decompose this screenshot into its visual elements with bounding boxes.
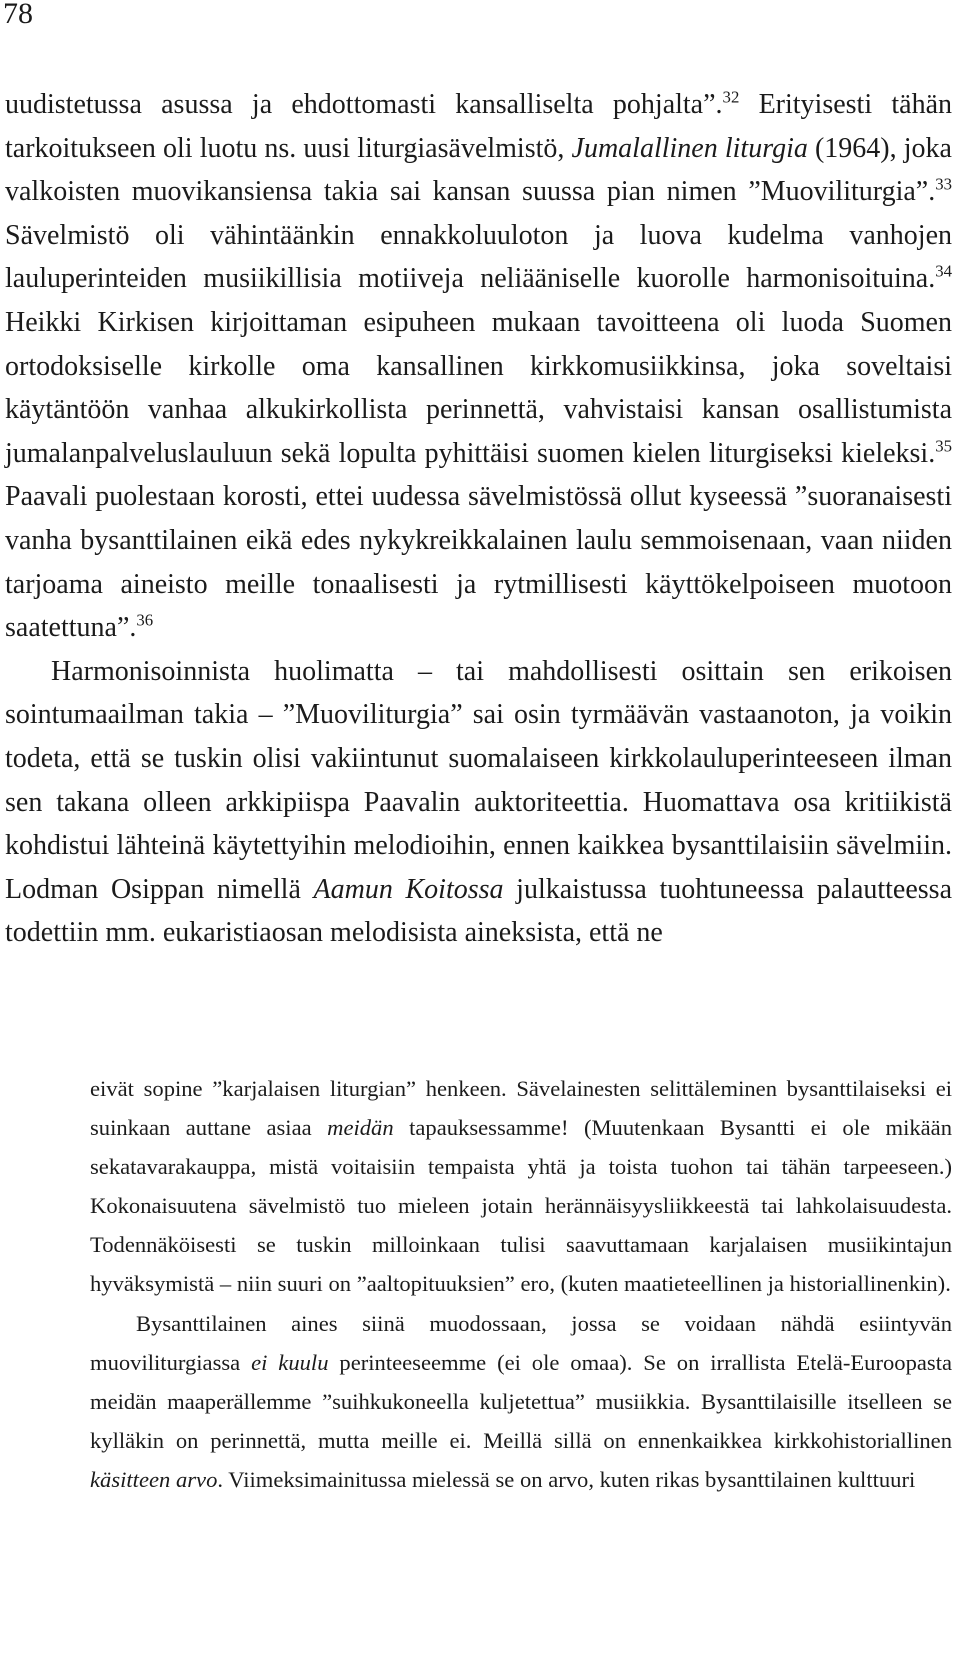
- footnote-ref-33: 33: [935, 174, 952, 194]
- footnote-ref-36: 36: [136, 610, 154, 630]
- work-title: Jumalallinen liturgia: [571, 132, 808, 164]
- page-number: 78: [3, 0, 33, 30]
- body-paragraph-1: uudistetussa asussa ja ehdottomasti kansalliselta pohjalta”.$^{32}$ Erityisesti tähän tarkoitukseen oli luotu ns. uusi liturgiasävelmistö, Jumalallinen liturgia (1964), joka valkoisten muovikansiensa takia sai kansan suussa pian nimen ”Muoviliturgia”.$^{33}$ Sävelmistö oli vähintäänkin ennakkoluuloton ja luova kudelma vanhojen lauluperinteiden musiikillisia motiiveja neliääniselle kuorolle harmonisoituina.$^{34}$ Heikki Kirkisen kirjoittaman esipuheen mukaan tavoitteena oli luoda Suomen ortodoksiselle kirkolle oma kansallinen kirkkomusiikkinsa, joka soveltaisi käytäntöön vanhaa alkukirkollista perinnettä, vahvistaisi kansan osallistumista jumalanpalveluslauluun sekä lopulta pyhittäisi suomen kielen liturgiseksi kieleksi.$^{35}$ Paavali puolestaan korosti, ettei uudessa sävelmistössä ollut kyseessä ”suoranaisesti vanha bysanttilainen eikä edes nykykreikkalainen laulu semmoisenaan, vaan niiden tarjoama aineisto meille tonaalisesti ja rytmillisesti käyttökelpoiseen muotoon saatettuna”.$^{36}$: [5, 87, 952, 644]
- quote-paragraph-2: Bysanttilainen aines siinä muodossaan, jossa se voidaan nähdä esiintyvän muoviliturgiassa ei kuulu perinteeseemme (ei ole omaa). Se on irrallista Etelä-Euroopasta meidän maaperällemme ”suihkukoneella kuljetettua” musiikkia. Bysanttilaisille itselleen se kylläkin on perinnettä, mutta meille ei. Meillä sillä on ennenkaikkea kirkkohistoriallinen käsitteen arvo. Viimeksimainitussa mielessä se on arvo, kuten rikas bysanttilainen kulttuuri: [90, 1310, 953, 1492]
- footnote-ref-35: 35: [935, 436, 952, 456]
- block-quote: [90, 1069, 952, 1499]
- quote-emphasis: käsitteen arvo: [90, 1466, 218, 1492]
- quote-paragraph-1: eivät sopine ”karjalaisen liturgian” henkeen. Sävelainesten selittäleminen bysanttilaiseksi ei suinkaan auttane asiaa meidän tapauksessamme! (Muutenkaan Bysantti ei ole mikään sekatavarakauppa, mistä voitaisiin tempaista yhtä ja toista tuohon tai tähän tarpeeseen.) Kokonaisuutena sävelmistö tuo mieleen jotain herännäisyysliikkeestä tai lahkolaisuudesta. Todennäköisesti se tuskin milloinkaan tulisi saavuttamaan karjalaisen musiikintajun hyväksymistä – niin suuri on ”aaltopituuksien” ero, (kuten maatieteellinen ja historiallinenkin).: [90, 1076, 953, 1297]
- footnote-ref-32: 32: [722, 87, 740, 107]
- body-paragraph-2: Harmonisoinnista huolimatta – tai mahdollisesti osittain sen erikoisen sointumaailman takia – ”Muoviliturgia” sai osin tyrmäävän vastaanoton, ja voikin todeta, että se tuskin olisi vakiintunut suomalaiseen kirkkolauluperinteeseen ilman sen takana olleen arkkipiispa Paavalin auktoriteettia. Huomattava osa kritiikistä kohdistui lähteinä käytettyihin melodioihin, ennen kaikkea bysanttilaisiin sävelmiin. Lodman Osippan nimellä Aamun Koitossa julkaistussa tuohtuneessa palautteessa todettiin mm. eukaristiaosan melodisista aineksista, että ne: [5, 655, 953, 949]
- main-text: [5, 83, 952, 955]
- quote-emphasis: meidän: [327, 1115, 394, 1141]
- quote-emphasis: ei kuulu: [251, 1349, 329, 1375]
- footnote-ref-34: 34: [935, 262, 952, 282]
- publication-title: Aamun Koitossa: [313, 873, 504, 905]
